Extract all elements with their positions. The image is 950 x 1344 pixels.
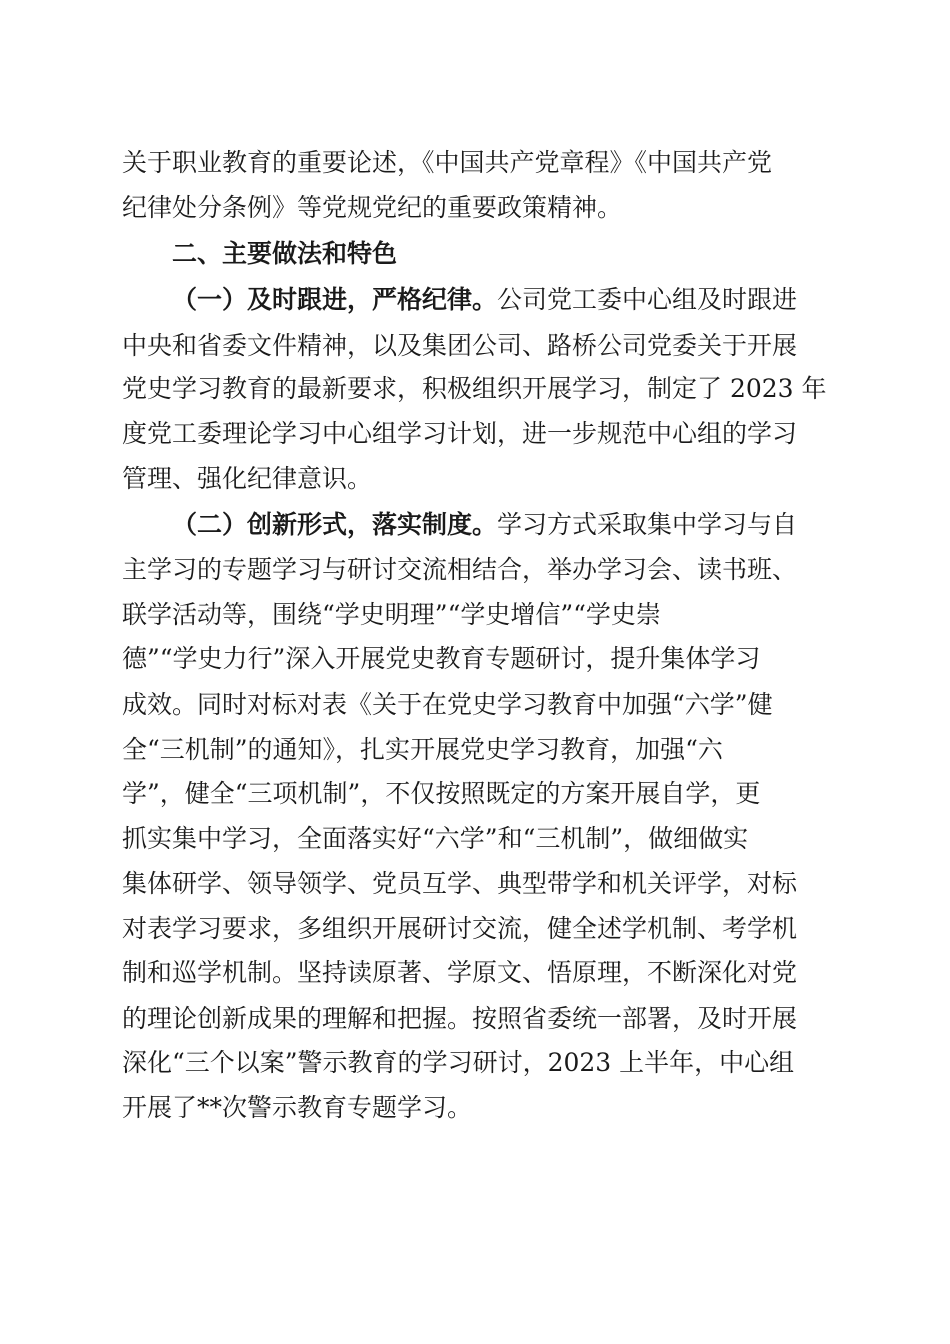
text-line: 党史学习教育的最新要求，积极组织开展学习，制定了 2023 年 — [122, 374, 827, 403]
text-line: 全“三机制”的通知》，扎实开展党史学习教育，加强“六 — [122, 735, 723, 764]
text-line: 制和巡学机制。坚持读原著、学原文、悟原理，不断深化对党 — [122, 958, 798, 987]
paragraph-title: （二）创新形式，落实制度。 — [172, 510, 498, 539]
text-line: 的理论创新成果的理解和把握。按照省委统一部署，及时开展 — [122, 1004, 798, 1033]
paragraph-text: 学习方式采取集中学习与自 — [497, 510, 798, 539]
text-line: 主学习的专题学习与研讨交流相结合，举办学习会、读书班、 — [122, 555, 798, 584]
paragraph-first-line — [172, 285, 797, 315]
text-line: 抓实集中学习，全面落实好“六学”和“三机制”，做细做实 — [122, 824, 749, 853]
text-line: 纪律处分条例》等党规党纪的重要政策精神。 — [122, 193, 623, 222]
text-line: 关于职业教育的重要论述，《中国共产党章程》《中国共产党 — [122, 148, 773, 177]
text-line: 深化“三个以案”警示教育的学习研讨，2023 上半年，中心组 — [122, 1048, 795, 1077]
text-line: 对表学习要求，多组织开展研讨交流，健全述学机制、考学机 — [122, 914, 798, 943]
text-line: 联学活动等，围绕“学史明理”“学史增信”“学史崇 — [122, 600, 661, 629]
paragraph-text: 公司党工委中心组及时跟进 — [497, 285, 798, 314]
text-line: 开展了**次警示教育专题学习。 — [122, 1093, 473, 1122]
text-line: 度党工委理论学习中心组学习计划，进一步规范中心组的学习 — [122, 419, 798, 448]
section-heading: 二、主要做法和特色 — [172, 239, 398, 268]
text-line: 中央和省委文件精神，以及集团公司、路桥公司党委关于开展 — [122, 331, 798, 360]
text-line: 管理、强化纪律意识。 — [122, 464, 373, 493]
text-line: 集体研学、领导领学、党员互学、典型带学和机关评学，对标 — [122, 869, 798, 898]
text-line: 成效。同时对标对表《关于在党史学习教育中加强“六学”健 — [122, 690, 773, 719]
paragraph-first-line — [172, 510, 797, 540]
paragraph-title: （一）及时跟进，严格纪律。 — [172, 285, 498, 314]
text-line: 德”“学史力行”深入开展党史教育专题研讨，提升集体学习 — [122, 644, 761, 673]
text-line: 学”，健全“三项机制”，不仅按照既定的方案开展自学，更 — [122, 779, 761, 808]
